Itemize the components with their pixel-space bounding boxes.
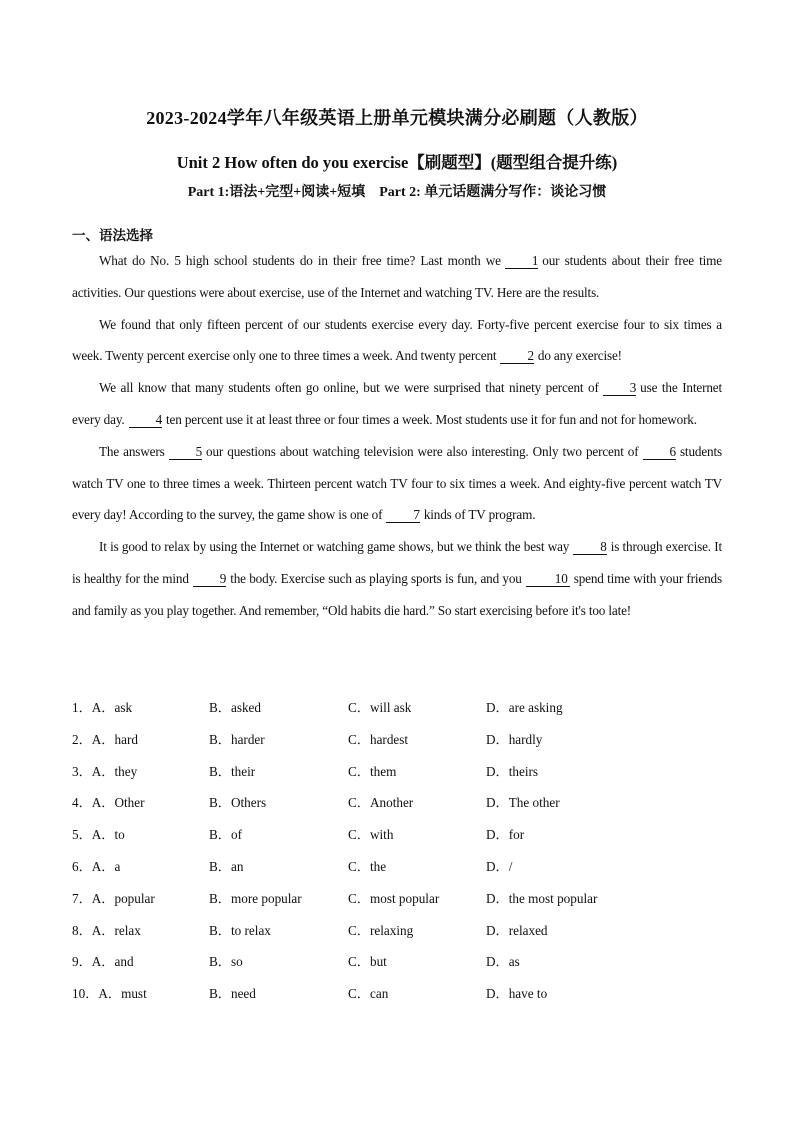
option-b: B．need <box>209 986 256 1002</box>
blank-1: 1 <box>505 253 538 269</box>
passage-text: is through exercise. It is healthy for the mind <box>72 539 722 586</box>
option-c: C．but <box>348 954 387 970</box>
blank-10: 10 <box>526 571 570 587</box>
option-a: 1．A．ask <box>72 700 133 715</box>
option-row <box>72 976 722 1008</box>
passage-text: The answers <box>99 443 165 459</box>
page-title: 2023-2024学年八年级英语上册单元模块满分必刷题（人教版） <box>146 108 648 128</box>
option-b: B．so <box>209 954 243 970</box>
answer-options <box>72 690 722 1008</box>
option-b: B．an <box>209 858 244 874</box>
blank-5: 5 <box>169 444 202 460</box>
option-b: B．more popular <box>209 890 302 906</box>
option-a: 3．A．they <box>72 763 138 779</box>
option-d: D．the most popular <box>486 890 598 906</box>
passage-text: spend time with your friends and family as you play together. And remember, “Old habits die hard.” So start exercising before it's too late! <box>72 570 722 618</box>
option-d: D．The other <box>486 795 560 811</box>
option-c: C．can <box>348 986 389 1002</box>
blank-6: 6 <box>643 444 676 460</box>
option-row <box>72 690 722 722</box>
paragraph-2 <box>72 309 722 373</box>
option-a: 10．A．must <box>72 986 147 1002</box>
passage-text: What do No. 5 high school students do in their free time? Last month we <box>99 253 501 268</box>
option-d: D．have to <box>486 986 548 1002</box>
option-row <box>72 944 722 976</box>
option-d: D．are asking <box>486 700 563 715</box>
option-c: C．relaxing <box>348 922 414 938</box>
option-a: 2．A．hard <box>72 731 138 747</box>
option-c: C．the <box>348 858 387 874</box>
option-c: C．hardest <box>348 731 409 747</box>
paragraph-3 <box>72 372 722 436</box>
option-a: 7．A．popular <box>72 890 155 906</box>
option-d: D．as <box>486 954 520 970</box>
option-c: C．Another <box>348 795 414 811</box>
passage-text: We found that only fifteen percent of our students exercise every day. Forty-five percent exercise four to six times a week. Twenty percent exercise only one to three times a week. And twenty percent <box>72 316 722 364</box>
passage-text: It is good to relax by using the Internet or watching game shows, but we think the best way <box>99 539 570 555</box>
option-b: B．their <box>209 763 256 779</box>
option-a: 5．A．to <box>72 827 125 843</box>
section-heading: 一、语法选择 <box>72 228 153 243</box>
blank-7: 7 <box>386 507 419 523</box>
option-a: 9．A．and <box>72 954 134 970</box>
option-a: 6．A．a <box>72 858 121 874</box>
option-row <box>72 849 722 881</box>
option-row <box>72 913 722 945</box>
part2-label: Part 2: 单元话题满分写作：谈论习惯 <box>379 185 607 200</box>
option-c: C．most popular <box>348 890 440 906</box>
option-b: B．of <box>209 827 242 843</box>
option-c: C．will ask <box>348 700 412 715</box>
option-c: C．with <box>348 827 394 843</box>
option-row <box>72 754 722 786</box>
passage-text: our questions about watching television were also interesting. Only two percent of <box>206 443 639 459</box>
parts-line <box>0 181 794 201</box>
option-b: B．Others <box>209 795 267 811</box>
passage-text: students watch TV one to three times a week. Thirteen percent watch TV four to six times a week. And eighty-five percent watch TV every day! According to the survey, the game show is one of <box>72 443 722 523</box>
blank-8: 8 <box>573 539 606 555</box>
option-d: D．relaxed <box>486 922 548 938</box>
passage-text: ten percent use it at least three or four times a week. Most students use it for fun and not for homework. <box>166 411 697 427</box>
option-d: D．theirs <box>486 763 539 779</box>
option-row <box>72 785 722 817</box>
passage-text: our students about their free time activities. Our questions were about exercise, use of the Internet and watching TV. Here are the results. <box>72 253 722 300</box>
passage-text: do any exercise! <box>537 348 622 364</box>
passage-text: We all know that many students often go online, but we were surprised that ninety percent of <box>99 380 599 396</box>
option-d: D．for <box>486 827 525 843</box>
part1-label: Part 1:语法+完型+阅读+短填 <box>187 185 366 200</box>
option-b: B．asked <box>209 700 262 715</box>
option-d: D．hardly <box>486 731 543 747</box>
option-b: B．to relax <box>209 922 271 938</box>
option-b: B．harder <box>209 731 265 747</box>
blank-4: 4 <box>129 412 162 428</box>
option-row <box>72 817 722 849</box>
passage-text: use the Internet every day. <box>72 380 722 427</box>
page-subtitle: Unit 2 How often do you exercise【刷题型】(题型组合提升练) <box>176 153 618 172</box>
option-a: 4．A．Other <box>72 795 145 811</box>
paragraph-4 <box>72 436 722 531</box>
blank-2: 2 <box>500 348 533 364</box>
option-a: 8．A．relax <box>72 922 141 938</box>
passage-text: the body. Exercise such as playing sports is fun, and you <box>230 570 522 586</box>
blank-3: 3 <box>603 380 636 396</box>
option-row <box>72 722 722 754</box>
cloze-passage <box>72 245 722 627</box>
blank-9: 9 <box>193 571 226 587</box>
passage-text: kinds of TV program. <box>423 507 536 523</box>
paragraph-1 <box>72 245 722 309</box>
option-row <box>72 881 722 913</box>
paragraph-5 <box>72 531 722 626</box>
option-c: C．them <box>348 763 397 779</box>
option-d: D．/ <box>486 858 513 874</box>
